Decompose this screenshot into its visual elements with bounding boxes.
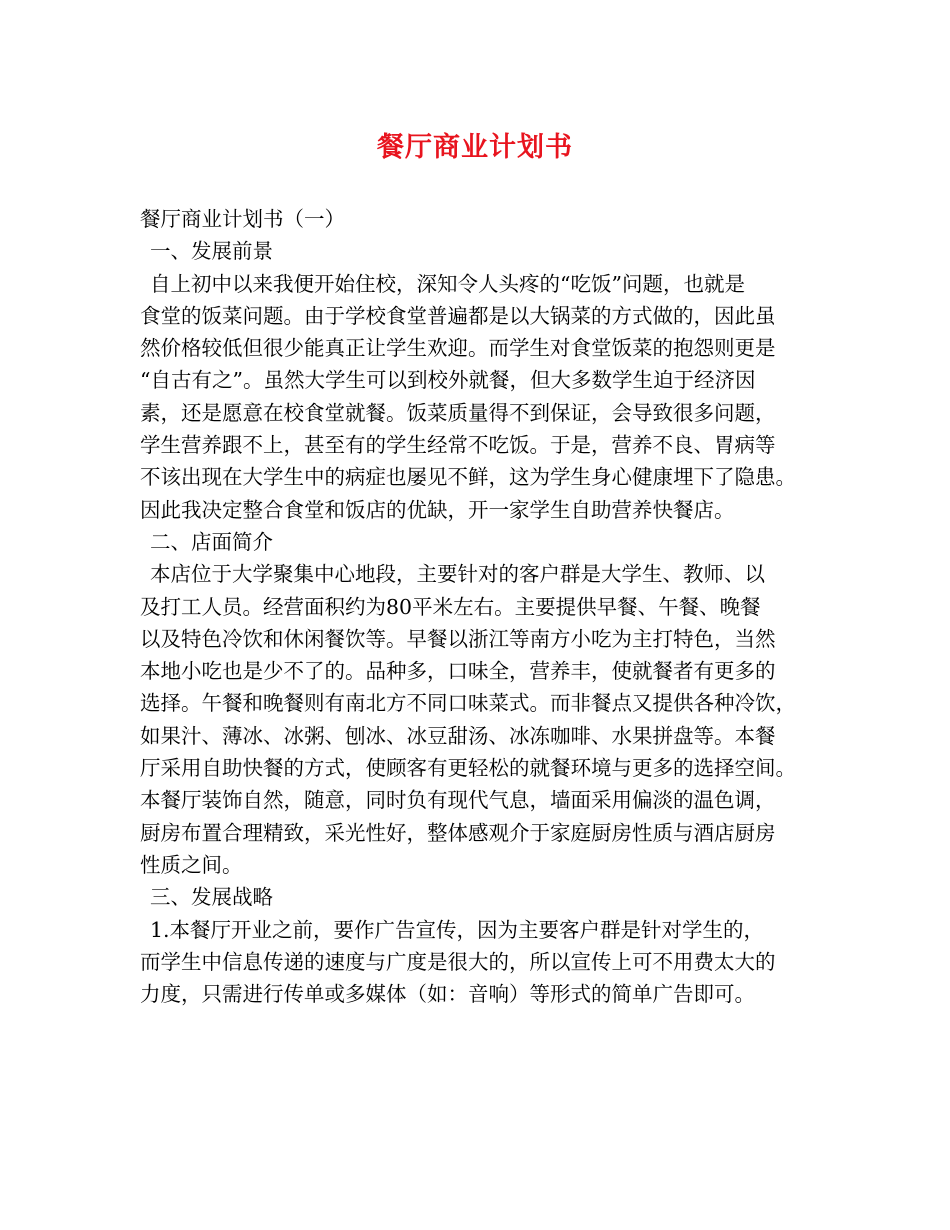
text-line: 因此我决定整合食堂和饭店的优缺，开一家学生自助营养快餐店。 [140, 497, 735, 522]
text-line: 如果汁、薄冰、冰粥、刨冰、冰豆甜汤、冰冻咖啡、水果拼盘等。本餐 [140, 723, 776, 748]
document-title: 餐厅商业计划书 [377, 132, 573, 163]
document-body [140, 203, 820, 1010]
text-line: 素，还是愿意在校食堂就餐。饭菜质量得不到保证，会导致很多问题， [140, 400, 776, 425]
text-line: 本餐厅装饰自然，随意，同时负有现代气息，墙面采用偏淡的温色调， [140, 788, 776, 813]
text-line: 厨房布置合理精致，采光性好，整体感观介于家庭厨房性质与酒店厨房 [140, 820, 776, 845]
text-line: 不该出现在大学生中的病症也屡见不鲜，这为学生身心健康埋下了隐患。 [140, 465, 796, 490]
text-line: 食堂的饭菜问题。由于学校食堂普遍都是以大锅菜的方式做的，因此虽 [140, 303, 776, 328]
text-line: 性质之间。 [140, 852, 243, 877]
text-line: 餐厅商业计划书（一） [140, 207, 345, 231]
text-line: 1.本餐厅开业之前，要作广告宣传，因为主要客户群是针对学生的， [150, 917, 765, 942]
text-line: 自上初中以来我便开始住校，深知令人头疼的“吃饭”问题，也就是 [150, 271, 745, 296]
section-heading: 三、发展战略 [150, 885, 273, 910]
text-line: 选择。午餐和晚餐则有南北方不同口味菜式。而非餐点又提供各种冷饮， [140, 691, 796, 716]
text-line: 本地小吃也是少不了的。品种多，口味全，营养丰，使就餐者有更多的 [140, 659, 776, 684]
section-heading: 一、发展前景 [150, 239, 273, 264]
text-line: 学生营养跟不上，甚至有的学生经常不吃饭。于是，营养不良、胃病等 [140, 433, 776, 458]
text-line: “自古有之”。虽然大学生可以到校外就餐，但大多数学生迫于经济因 [140, 368, 756, 393]
text-line: 及打工人员。经营面积约为80平米左右。主要提供早餐、午餐、晚餐 [140, 594, 761, 619]
text-line: 然价格较低但很少能真正让学生欢迎。而学生对食堂饭菜的抱怨则更是 [140, 336, 776, 361]
text-line: 以及特色冷饮和休闲餐饮等。早餐以浙江等南方小吃为主打特色，当然 [140, 626, 776, 651]
text-line: 力度，只需进行传单或多媒体（如：音响）等形式的简单广告即可。 [140, 982, 755, 1007]
text-line: 本店位于大学聚集中心地段，主要针对的客户群是大学生、教师、以 [150, 562, 765, 587]
text-line: 厅采用自助快餐的方式，使顾客有更轻松的就餐环境与更多的选择空间。 [140, 756, 796, 781]
text-line: 而学生中信息传递的速度与广度是很大的，所以宣传上可不用费太大的 [140, 949, 776, 974]
section-heading: 二、店面简介 [150, 529, 273, 554]
